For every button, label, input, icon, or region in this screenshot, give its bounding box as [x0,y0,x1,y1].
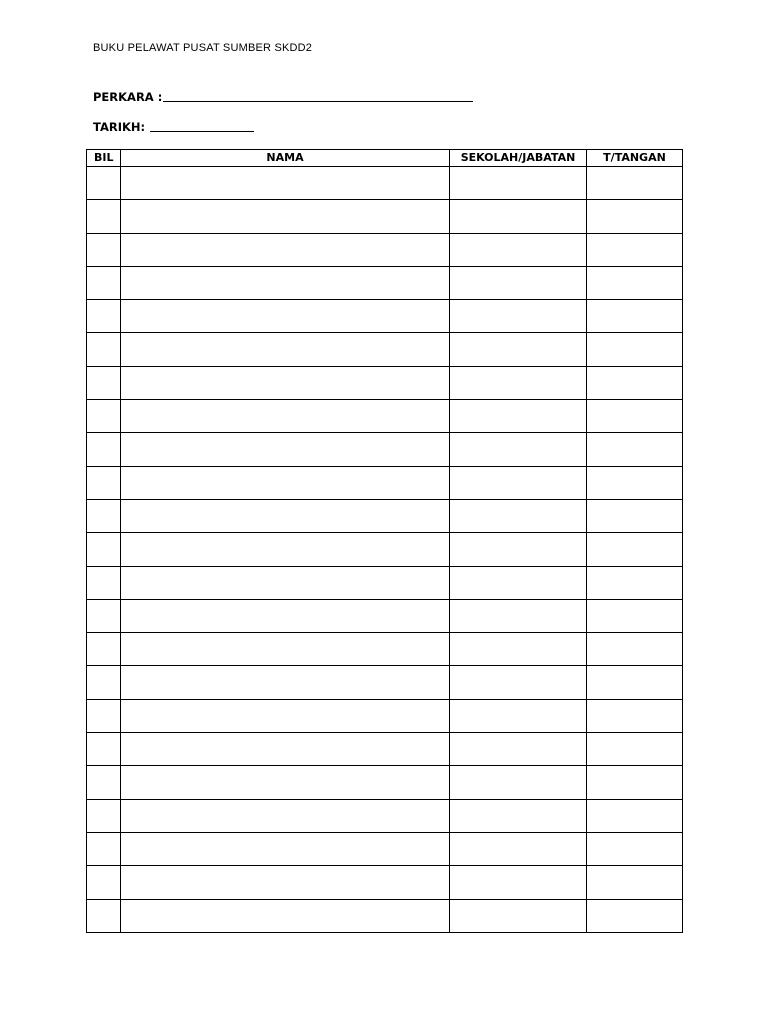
t-tangan-cell [587,333,683,366]
nama-cell [121,766,450,799]
sekolah-jabatan-cell [450,633,587,666]
tarikh-label: TARIKH: [93,120,146,134]
nama-cell [121,400,450,433]
t-tangan-cell [587,300,683,333]
nama-cell [121,499,450,532]
nama-cell [121,599,450,632]
t-tangan-cell [587,499,683,532]
t-tangan-cell [587,733,683,766]
table-row [87,866,683,899]
bil-cell [87,200,121,233]
nama-cell [121,300,450,333]
bil-cell [87,832,121,865]
table-row [87,499,683,532]
bil-cell [87,566,121,599]
table-row [87,799,683,832]
bil-cell [87,433,121,466]
nama-cell [121,832,450,865]
t-tangan-cell [587,266,683,299]
bil-cell [87,499,121,532]
t-tangan-cell [587,699,683,732]
t-tangan-cell [587,832,683,865]
bil-cell [87,233,121,266]
table-row [87,699,683,732]
bil-cell [87,366,121,399]
t-tangan-cell [587,233,683,266]
table-body [87,167,683,933]
sekolah-jabatan-cell [450,333,587,366]
t-tangan-cell [587,466,683,499]
nama-cell [121,733,450,766]
tarikh-blank-line [150,120,254,132]
table-row [87,566,683,599]
sekolah-jabatan-cell [450,666,587,699]
table-row [87,366,683,399]
header-sekolah-jabatan: SEKOLAH/JABATAN [450,150,587,167]
table-row [87,832,683,865]
nama-cell [121,233,450,266]
sekolah-jabatan-cell [450,766,587,799]
table-row [87,266,683,299]
t-tangan-cell [587,666,683,699]
table-row [87,733,683,766]
sekolah-jabatan-cell [450,866,587,899]
bil-cell [87,799,121,832]
sekolah-jabatan-cell [450,400,587,433]
t-tangan-cell [587,167,683,200]
bil-cell [87,400,121,433]
table-row [87,466,683,499]
t-tangan-cell [587,533,683,566]
sekolah-jabatan-cell [450,366,587,399]
nama-cell [121,266,450,299]
sekolah-jabatan-cell [450,266,587,299]
t-tangan-cell [587,400,683,433]
table-row [87,899,683,932]
sekolah-jabatan-cell [450,300,587,333]
nama-cell [121,333,450,366]
bil-cell [87,533,121,566]
perkara-field [93,89,473,104]
nama-cell [121,167,450,200]
sekolah-jabatan-cell [450,899,587,932]
t-tangan-cell [587,599,683,632]
perkara-label: PERKARA : [93,90,163,104]
bil-cell [87,666,121,699]
header-t-tangan: T/TANGAN [587,150,683,167]
sekolah-jabatan-cell [450,499,587,532]
table-header-row [87,150,683,167]
table-row [87,167,683,200]
table-row [87,666,683,699]
sekolah-jabatan-cell [450,433,587,466]
header-nama: NAMA [121,150,450,167]
table-row [87,300,683,333]
t-tangan-cell [587,633,683,666]
bil-cell [87,899,121,932]
nama-cell [121,533,450,566]
sekolah-jabatan-cell [450,200,587,233]
bil-cell [87,633,121,666]
table-row [87,599,683,632]
sekolah-jabatan-cell [450,699,587,732]
sekolah-jabatan-cell [450,566,587,599]
t-tangan-cell [587,799,683,832]
nama-cell [121,666,450,699]
table-row [87,766,683,799]
sekolah-jabatan-cell [450,599,587,632]
bil-cell [87,599,121,632]
table-row [87,200,683,233]
header-bil: BIL [87,150,121,167]
sekolah-jabatan-cell [450,832,587,865]
sekolah-jabatan-cell [450,233,587,266]
table-row [87,433,683,466]
sekolah-jabatan-cell [450,466,587,499]
nama-cell [121,899,450,932]
t-tangan-cell [587,200,683,233]
bil-cell [87,266,121,299]
t-tangan-cell [587,899,683,932]
tarikh-field [93,119,254,134]
t-tangan-cell [587,866,683,899]
table-row [87,533,683,566]
nama-cell [121,366,450,399]
table-row [87,233,683,266]
sekolah-jabatan-cell [450,533,587,566]
bil-cell [87,766,121,799]
t-tangan-cell [587,366,683,399]
sekolah-jabatan-cell [450,799,587,832]
t-tangan-cell [587,566,683,599]
nama-cell [121,633,450,666]
bil-cell [87,699,121,732]
table-row [87,333,683,366]
sekolah-jabatan-cell [450,733,587,766]
bil-cell [87,466,121,499]
bil-cell [87,167,121,200]
sekolah-jabatan-cell [450,167,587,200]
t-tangan-cell [587,766,683,799]
table-row [87,400,683,433]
nama-cell [121,699,450,732]
nama-cell [121,566,450,599]
bil-cell [87,333,121,366]
nama-cell [121,799,450,832]
document-title: BUKU PELAWAT PUSAT SUMBER SKDD2 [93,42,313,54]
perkara-blank-line [163,90,473,102]
nama-cell [121,866,450,899]
bil-cell [87,866,121,899]
nama-cell [121,466,450,499]
nama-cell [121,200,450,233]
t-tangan-cell [587,433,683,466]
visitor-table [86,149,683,933]
table-row [87,633,683,666]
bil-cell [87,733,121,766]
bil-cell [87,300,121,333]
nama-cell [121,433,450,466]
